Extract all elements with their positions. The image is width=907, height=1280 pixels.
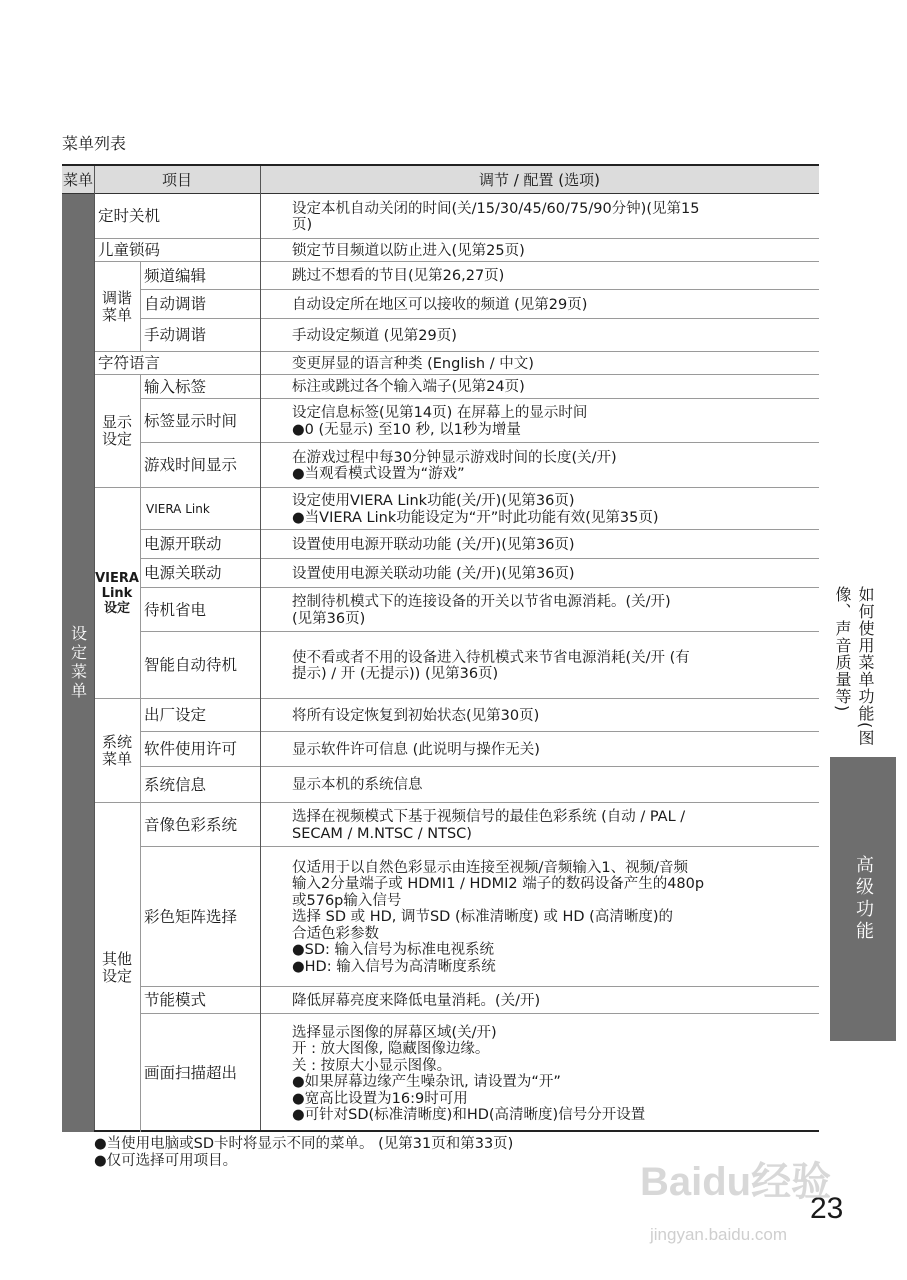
menu-item-description [260, 530, 819, 559]
note-item: ●当使用电脑或SD卡时将显示不同的菜单。 (见第31页和第33页) [94, 1136, 514, 1152]
description-line: 选择在视频模式下基于视频信号的最佳色彩系统 (自动 / PAL / [292, 809, 686, 825]
menu-item: VIERA Link [140, 488, 260, 530]
description-line: ●HD: 输入信号为高清晰度系统 [292, 958, 496, 975]
menu-item-description [260, 488, 819, 530]
watermark-url: jingyan.baidu.com [650, 1225, 788, 1244]
menu-item-description [260, 399, 819, 443]
description-line: ●宽高比设置为16:9时可用 [292, 1090, 468, 1107]
menu-item-description [260, 732, 819, 767]
menu-item-description [260, 352, 819, 375]
menu-item: 输入标签 [140, 375, 260, 399]
notes [94, 1136, 513, 1170]
menu-item: 自动调谐 [140, 290, 260, 319]
description-line: 变更屏显的语言种类 (English / 中文) [292, 355, 534, 372]
menu-item-description [260, 632, 819, 699]
description-line: 设定本机自动关闭的时间(关/15/30/45/60/75/90分钟)(见第15 [292, 200, 700, 217]
menu-item: 电源关联动 [140, 559, 260, 588]
page-title: 菜单列表 [62, 134, 127, 153]
description-line: ●SD: 输入信号为标准电视系统 [292, 942, 495, 959]
description-line: 跳过不想看的节目(见第26,27页) [292, 268, 505, 285]
section-tab: 高级功能 [830, 757, 896, 1041]
menu-item: 画面扫描超出 [144, 1064, 238, 1082]
menu-item: 彩色矩阵选择 [140, 847, 260, 987]
menu-item-description [260, 987, 819, 1014]
menu-item: 儿童锁码 [94, 239, 260, 262]
menu-item-description [260, 699, 819, 732]
menu-item: 智能自动待机 [140, 632, 260, 699]
description-line: 标注或跳过各个输入端子(见第24页) [292, 379, 525, 396]
group-system: 系统 菜单 [94, 699, 140, 803]
description-line: 或576p输入信号 [292, 892, 402, 909]
description-line: 使不看或者不用的设备进入待机模式来节省电源消耗(关/开 (有 [292, 649, 690, 666]
menu-item-description [260, 375, 819, 399]
description-line: 输入2分量端子或 HDMI1 / HDMI2 端子的数码设备产生的480p [292, 876, 705, 893]
group-other: 其他 设定 [101, 949, 132, 985]
menu-item: 标签显示时间 [140, 399, 260, 443]
menu-item: 待机省电 [140, 588, 260, 632]
description-line: 设定信息标签(见第14页) 在屏幕上的显示时间 [292, 405, 588, 421]
description-line: 降低屏幕亮度来降低电量消耗。(关/开) [292, 992, 541, 1009]
menu-table [62, 164, 819, 1132]
description-line: 页) [292, 217, 313, 233]
menu-item-description [260, 803, 819, 847]
menu-item-description [260, 559, 819, 588]
description-line: ●可针对SD(标准清晰度)和HD(高清晰度)信号分开设置 [292, 1107, 646, 1123]
menu-item: 字符语言 [94, 352, 260, 375]
description-line: 将所有设定恢复到初始状态(见第30页) [292, 707, 540, 724]
description-line: 在游戏过程中每30分钟显示游戏时间的长度(关/开) [292, 449, 617, 466]
group-tuning: 调谐 菜单 [94, 262, 140, 352]
menu-item: 系统信息 [140, 767, 260, 803]
menu-item: 节能模式 [140, 987, 260, 1014]
group-viera: VIERA Link 设定 [94, 488, 140, 699]
menu-item-description [260, 767, 819, 803]
group-display: 显示 设定 [94, 375, 140, 488]
description-line: 仅适用于以自然色彩显示由连接至视频/音频输入1、视频/音频 [292, 859, 688, 876]
description-line: ●当观看模式设置为“游戏” [292, 466, 465, 482]
description-line: ●当VIERA Link功能设定为“开”时此功能有效(见第35页) [292, 509, 659, 526]
watermark-logo: Baidu经验 [640, 1160, 832, 1204]
description-line: 设置使用电源关联动功能 (关/开)(见第36页) [292, 565, 575, 582]
menu-item: 定时关机 [94, 194, 260, 239]
menu-item: 频道编辑 [140, 262, 260, 290]
description-line: 选择 SD 或 HD, 调节SD (标准清晰度) 或 HD (高清晰度)的 [292, 909, 673, 926]
description-line: (见第36页) [292, 610, 366, 627]
menu-item-description [260, 239, 819, 262]
menu-item: 音像色彩系统 [140, 803, 260, 847]
description-line: 开 : 放大图像, 隐藏图像边缘。 [292, 1041, 490, 1057]
description-line: 显示本机的系统信息 [292, 777, 423, 794]
description-line: 手动设定频道 (见第29页) [292, 327, 457, 344]
menu-item: 手动调谐 [140, 319, 260, 352]
menu-item: 软件使用许可 [140, 732, 260, 767]
description-line: 显示软件许可信息 (此说明与操作无关) [292, 741, 540, 758]
header-item: 项目 [94, 166, 260, 194]
description-line: 锁定节目频道以防止进入(见第25页) [292, 242, 525, 259]
menu-item-description [260, 194, 819, 239]
header-menu: 菜单 [62, 166, 94, 194]
menu-item: 游戏时间显示 [140, 443, 260, 488]
description-line: SECAM / M.NTSC / NTSC) [292, 825, 472, 842]
menu-item-description [260, 1014, 819, 1132]
description-line: 提示) / 开 (无提示)) (见第36页) [292, 666, 499, 682]
description-line: 自动设定所在地区可以接收的频道 (见第29页) [292, 296, 588, 313]
description-line: 设置使用电源开联动功能 (关/开)(见第36页) [292, 536, 575, 553]
description-line: ●如果屏幕边缘产生噪杂讯, 请设置为“开” [292, 1074, 561, 1090]
side-heading: 如何使用菜单功能(图像、声音质量等) [833, 586, 875, 747]
page-number: 23 [810, 1192, 844, 1225]
menu-item-description [260, 319, 819, 352]
description-line: 关 : 按原大小显示图像。 [292, 1057, 452, 1074]
menu-item-description [260, 290, 819, 319]
main-menu-label: 设定菜单 [62, 194, 94, 1132]
description-line: 控制待机模式下的连接设备的开关以节省电源消耗。(关/开) [292, 594, 671, 610]
description-line: 选择显示图像的屏幕区域(关/开) [292, 1024, 497, 1041]
menu-item-description [260, 262, 819, 290]
note-item: ●仅可选择可用项目。 [94, 1153, 238, 1169]
menu-item-description [260, 847, 819, 987]
menu-item-description [260, 588, 819, 632]
description-line: 合适色彩参数 [292, 925, 379, 942]
menu-item: 出厂设定 [140, 699, 260, 732]
description-line: ●0 (无显示) 至10 秒, 以1秒为增量 [292, 421, 521, 438]
header-adjust: 调节 / 配置 (选项) [260, 166, 819, 194]
menu-item-description [260, 443, 819, 488]
menu-item: 电源开联动 [140, 530, 260, 559]
description-line: 设定使用VIERA Link功能(关/开)(见第36页) [292, 493, 575, 509]
